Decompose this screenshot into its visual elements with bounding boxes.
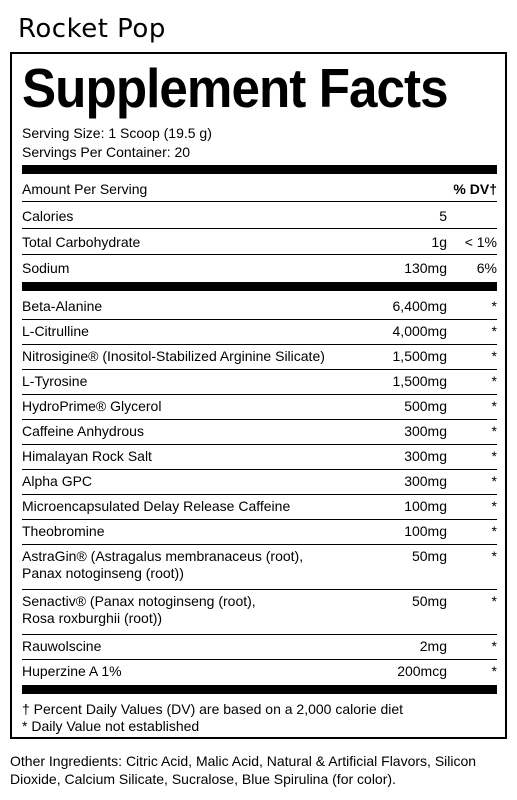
row-amount: 2mg <box>419 638 447 654</box>
divider <box>22 201 497 202</box>
row-daily-value: * <box>491 373 497 389</box>
divider <box>22 469 497 470</box>
divider <box>22 228 497 229</box>
divider <box>22 394 497 395</box>
divider <box>22 634 497 635</box>
divider <box>22 544 497 545</box>
serving-size: Serving Size: 1 Scoop (19.5 g) <box>22 125 212 141</box>
amount-per-serving-label: Amount Per Serving <box>22 181 148 197</box>
row-name: Alpha GPC <box>22 473 93 489</box>
row-amount: 200mcg <box>397 663 447 679</box>
row-name: HydroPrime® Glycerol <box>22 398 162 414</box>
row-name: Huperzine A 1% <box>22 663 122 679</box>
thick-divider <box>22 165 497 174</box>
row-daily-value: * <box>491 323 497 339</box>
row-amount: 500mg <box>404 398 447 414</box>
row-name: L-Tyrosine <box>22 373 88 389</box>
row-amount: 300mg <box>404 423 447 439</box>
row-amount: 1,500mg <box>392 348 447 364</box>
row-amount: 300mg <box>404 473 447 489</box>
row-name: L-Citrulline <box>22 323 89 339</box>
row-name: Sodium <box>22 260 70 276</box>
row-amount: 50mg <box>411 548 447 564</box>
row-daily-value: * <box>491 498 497 514</box>
row-name: Microencapsulated Delay Release Caffeine <box>22 498 291 514</box>
row-name: AstraGin® (Astragalus membranaceus (root), <box>22 548 304 564</box>
row-amount: 1g <box>431 234 447 250</box>
row-daily-value: * <box>491 593 497 609</box>
other-ingredients: Other Ingredients: Citric Acid, Malic Acid, Natural & Artificial Flavors, Silicon Dioxide, Calcium Silicate, Sucralose, Blue Spirulina (for color). <box>10 753 477 787</box>
row-daily-value: * <box>491 348 497 364</box>
row-daily-value: * <box>491 298 497 314</box>
row-daily-value: * <box>491 663 497 679</box>
divider <box>22 444 497 445</box>
divider <box>22 519 497 520</box>
row-name-continued: Rosa roxburghii (root)) <box>22 610 163 626</box>
row-name: Beta-Alanine <box>22 298 103 314</box>
row-name: Theobromine <box>22 523 105 539</box>
servings-per-container: Servings Per Container: 20 <box>22 144 191 160</box>
row-amount: 4,000mg <box>392 323 447 339</box>
row-name: Caffeine Anhydrous <box>22 423 144 439</box>
divider <box>22 494 497 495</box>
row-amount: 50mg <box>411 593 447 609</box>
row-amount: 6,400mg <box>392 298 447 314</box>
row-name: Himalayan Rock Salt <box>22 448 152 464</box>
divider <box>22 419 497 420</box>
row-name: Senactiv® (Panax notoginseng (root), <box>22 593 256 609</box>
row-daily-value: * <box>491 448 497 464</box>
row-daily-value: * <box>491 523 497 539</box>
row-amount: 130mg <box>404 260 447 276</box>
row-amount: 1,500mg <box>392 373 447 389</box>
row-name: Total Carbohydrate <box>22 234 141 250</box>
divider <box>22 344 497 345</box>
divider <box>22 319 497 320</box>
row-name: Nitrosigine® (Inositol-Stabilized Arginine Silicate) <box>22 348 325 364</box>
row-amount: 300mg <box>404 448 447 464</box>
footnote-dv: † Percent Daily Values (DV) are based on a 2,000 calorie diet <box>22 701 404 717</box>
flavor-name: Rocket Pop <box>18 14 166 44</box>
thick-divider <box>22 282 497 291</box>
row-daily-value: * <box>491 473 497 489</box>
dv-label: % DV† <box>453 181 497 197</box>
supplement-facts-panel <box>10 52 507 739</box>
row-name: Calories <box>22 208 74 224</box>
row-name: Rauwolscine <box>22 638 102 654</box>
row-daily-value: * <box>491 398 497 414</box>
row-amount: 100mg <box>404 523 447 539</box>
row-name-continued: Panax notoginseng (root)) <box>22 565 184 581</box>
divider <box>22 369 497 370</box>
row-amount: 5 <box>439 208 447 224</box>
row-amount: 100mg <box>404 498 447 514</box>
panel-title: Supplement Facts <box>22 57 448 119</box>
row-daily-value: 6% <box>476 260 497 276</box>
thick-divider <box>22 685 497 694</box>
divider <box>22 589 497 590</box>
row-daily-value: * <box>491 638 497 654</box>
divider <box>22 659 497 660</box>
row-daily-value: < 1% <box>464 234 497 250</box>
divider <box>22 254 497 255</box>
footnote-not-established: * Daily Value not established <box>22 718 200 734</box>
row-daily-value: * <box>491 423 497 439</box>
row-daily-value: * <box>491 548 497 564</box>
